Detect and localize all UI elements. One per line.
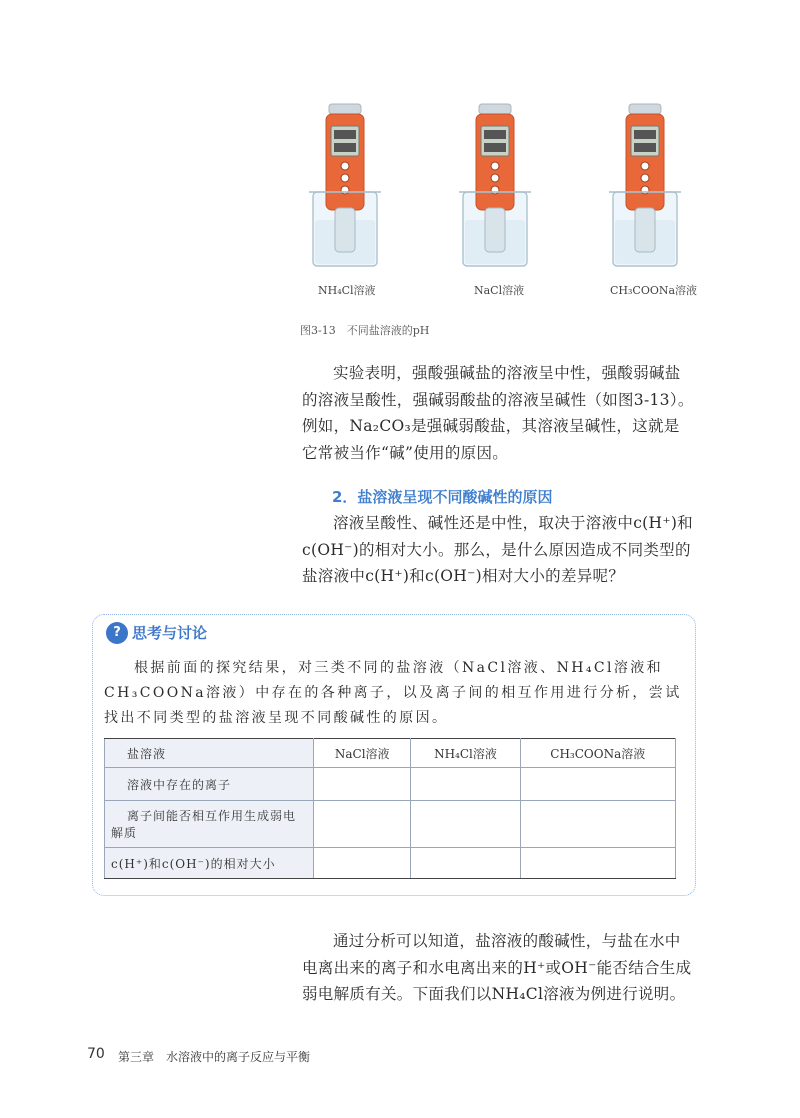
ph-meter-nh4cl-image [285, 100, 405, 270]
table-header-cell: NaCl溶液 [314, 739, 411, 768]
table-cell [520, 848, 675, 879]
discussion-text: 根据前面的探究结果，对三类不同的盐溶液（NaCl溶液、NH₄Cl溶液和CH₃COONa溶液）中存在的各种离子，以及离子间的相互作用进行分析，尝试找出不同类型的盐溶液呈现不同酸碱性的原因。 [104, 660, 682, 726]
chapter-title: 第三章 水溶液中的离子反应与平衡 [118, 1050, 311, 1064]
page-number: 70 [87, 1046, 105, 1062]
table-header-cell: CH₃COONa溶液 [520, 739, 675, 768]
table-row [105, 801, 676, 848]
discussion-title: 思考与讨论 [132, 624, 208, 642]
discussion-question-icon: ? [106, 622, 128, 644]
discussion-table [104, 738, 676, 879]
table-header-cell: 盐溶液 [105, 739, 314, 768]
table-cell [314, 801, 411, 848]
table-row-label: c(H⁺)和c(OH⁻)的相对大小 [105, 848, 314, 879]
table-header-row [105, 739, 676, 768]
table-cell [411, 848, 520, 879]
section-heading: 2．盐溶液呈现不同酸碱性的原因 [332, 488, 553, 506]
table-cell [314, 848, 411, 879]
table-cell [411, 768, 520, 801]
figure-title: 图3-13 不同盐溶液的pH [300, 324, 430, 337]
figure-label-nh4cl: NH₄Cl溶液 [318, 284, 376, 297]
table-cell [520, 801, 675, 848]
table-cell [411, 801, 520, 848]
section-text: 溶液呈酸性、碱性还是中性，取决于溶液中c(H⁺)和c(OH⁻)的相对大小。那么，是什么原因造成不同类型的盐溶液中c(H⁺)和c(OH⁻)相对大小的差异呢？ [302, 514, 693, 585]
table-row-label: 溶液中存在的离子 [105, 768, 314, 801]
ph-meter-nacl-image [435, 100, 555, 270]
paragraph-experiment: 实验表明，强酸强碱盐的溶液呈中性，强酸弱碱盐的溶液呈酸性，强碱弱酸盐的溶液呈碱性（如图3-13）。例如，Na₂CO₃是强碱弱酸盐，其溶液呈碱性，这就是它常被当作“碱”使用的原因。 [302, 364, 694, 462]
table-row [105, 848, 676, 879]
table-cell [520, 768, 675, 801]
table-row-label: 离子间能否相互作用生成弱电解质 [105, 801, 314, 848]
ph-meter-ch3coona-image [585, 100, 705, 270]
table-header-cell: NH₄Cl溶液 [411, 739, 520, 768]
table-cell [314, 768, 411, 801]
paragraph-conclusion: 通过分析可以知道，盐溶液的酸碱性，与盐在水中电离出来的离子和水电离出来的H⁺或OH⁻能否结合生成弱电解质有关。下面我们以NH₄Cl溶液为例进行说明。 [302, 932, 692, 1003]
figure-label-ch3coona: CH₃COONa溶液 [610, 284, 698, 297]
figure-label-nacl: NaCl溶液 [474, 284, 525, 297]
table-row [105, 768, 676, 801]
